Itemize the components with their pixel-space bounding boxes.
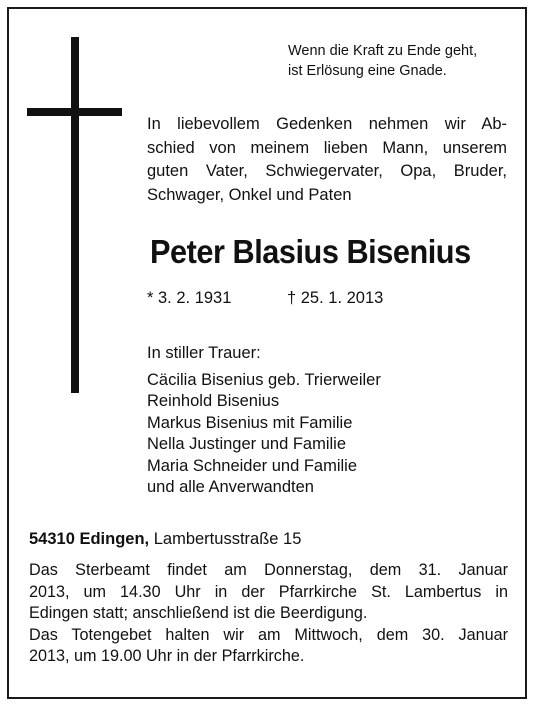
mourner-name: Reinhold Bisenius [147,392,280,410]
address-street: Lambertusstraße 15 [153,530,302,548]
epigraph-quote [288,41,518,81]
notice-line: Das Sterbeamt findet am Donnerstag, dem 31. Januar [29,561,508,579]
family-address [29,528,301,550]
notice-line: Edingen statt; anschließend ist die Beerdigung. [29,604,368,622]
mourner-name: und alle Anverwandten [147,478,314,496]
quote-line: ist Erlösung eine Gnade. [288,63,447,79]
intro-line: Schwager, Onkel und Paten [147,185,352,204]
notice-line: 2013, um 19.00 Uhr in der Pfarrkirche. [29,647,305,665]
intro-line: schied von meinem lieben Mann, unserem [147,138,507,157]
intro-line: guten Vater, Schwiegervater, Opa, Bruder, [147,162,507,180]
quote-line: Wenn die Kraft zu Ende geht, [288,43,478,59]
service-notice [29,560,508,668]
mourner-name: Cäcilia Bisenius geb. Trierweiler [147,370,381,389]
deceased-name: Peter Blasius Bisenius [150,233,471,270]
mourner-name: Nella Justinger und Familie [147,435,347,453]
address-city: 54310 Edingen, [29,530,150,548]
mourners-heading: In stiller Trauer: [147,344,261,362]
notice-line: Das Totengebet halten wir am Mittwoch, dem 30. Januar [29,625,508,644]
death-date: † 25. 1. 2013 [287,289,384,307]
cross-vertical-bar [71,37,79,393]
birth-date: * 3. 2. 1931 [147,289,232,307]
mourner-name: Markus Bisenius mit Familie [147,413,353,432]
intro-paragraph [147,113,507,207]
notice-line: 2013, um 14.30 Uhr in der Pfarrkirche St. Lambertus in [29,582,508,601]
mourners-list [147,343,497,499]
cross-horizontal-bar [27,108,122,116]
intro-line: In liebevollem Gedenken nehmen wir Ab- [147,115,507,133]
mourner-name: Maria Schneider und Familie [147,456,358,475]
